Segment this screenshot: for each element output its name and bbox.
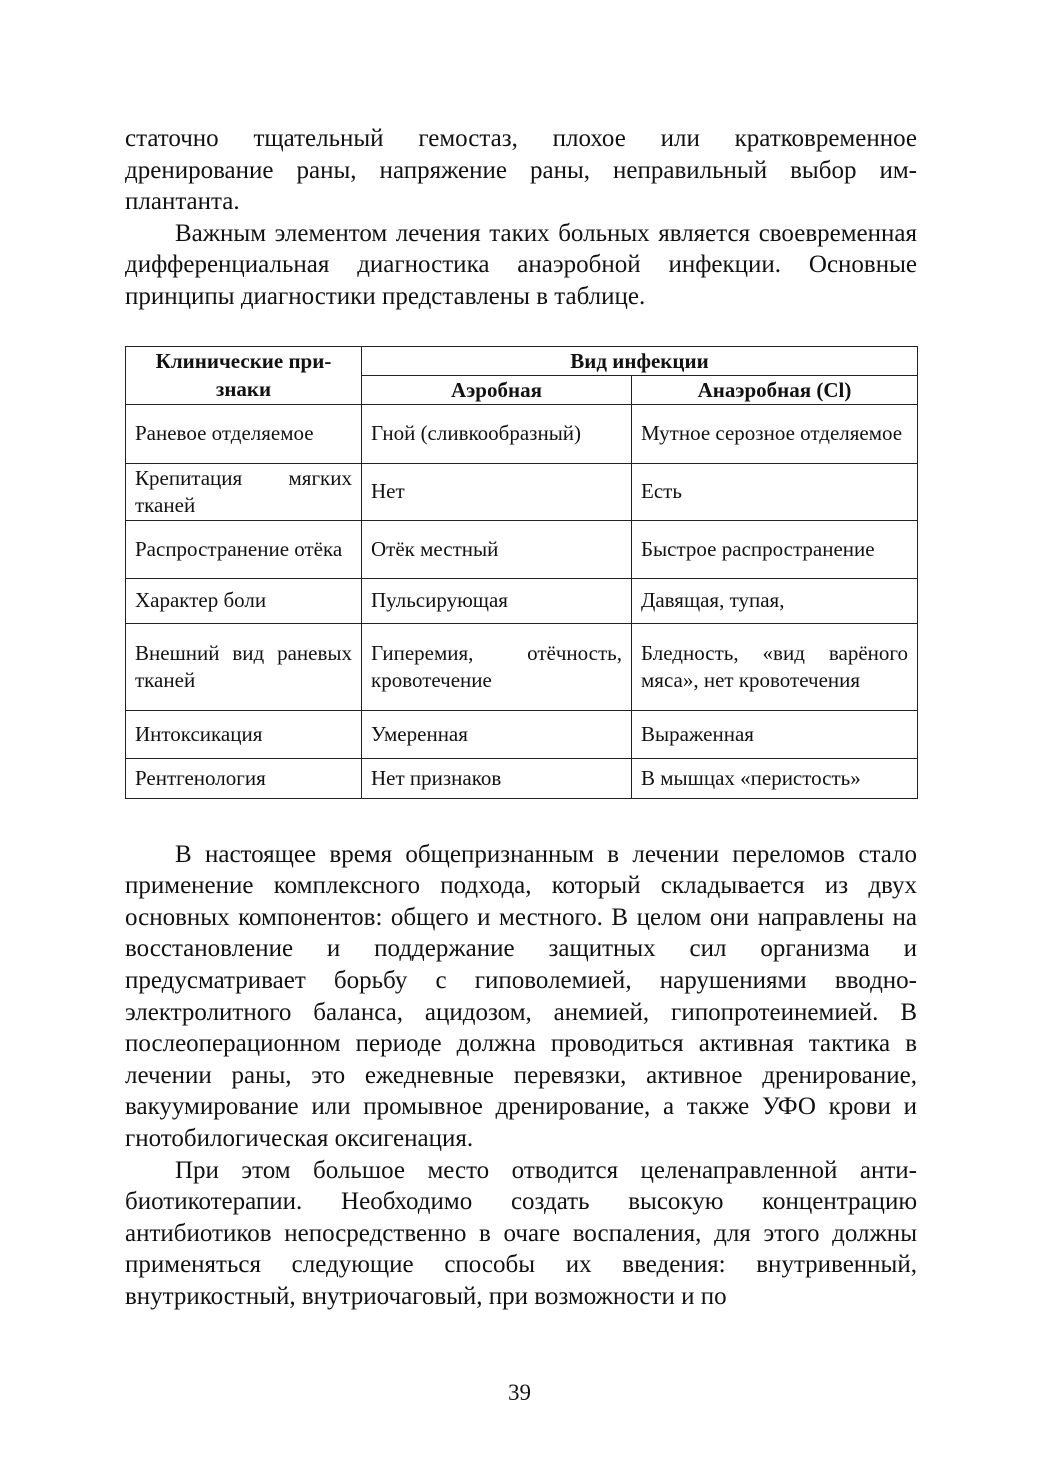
header-aerobic: Аэробная: [362, 375, 632, 404]
header-anaerobic: Анаэробная (Cl): [632, 375, 918, 404]
table-row: [126, 578, 918, 623]
cell-sign: Характер боли: [126, 578, 362, 623]
cell-aerobic: Отёк местный: [362, 520, 632, 578]
cell-aerobic: Нет признаков: [362, 758, 632, 798]
page-content: [125, 123, 917, 1312]
table-row: [126, 623, 918, 710]
table-row: [126, 404, 918, 463]
cell-anaerobic: Есть: [632, 463, 918, 520]
diagnosis-table: [125, 346, 918, 799]
page-number: 39: [508, 1380, 531, 1405]
table-row: [126, 710, 918, 758]
cell-aerobic: Гной (сливкообразный): [362, 404, 632, 463]
paragraph-intro-table: Важным элементом лечения таких больных является своевременная дифференциальная диагностика анаэробной инфекции. Основные принципы диагностики представлены в таблице.: [125, 219, 917, 310]
cell-anaerobic: Давящая, тупая,: [632, 578, 918, 623]
cell-anaerobic: Выраженная: [632, 710, 918, 758]
paragraph-continuation: статочно тщательный гемостаз, плохое или кратковременное дренирование раны, напряжение раны, неправильный выбор имплантанта.: [125, 125, 917, 216]
cell-anaerobic: Бледность, «вид варёного мяса», нет кровотечения: [632, 623, 918, 710]
cell-aerobic: Умеренная: [362, 710, 632, 758]
header-infection-type: Вид инфекции: [362, 346, 918, 375]
table-row: [126, 758, 918, 798]
cell-sign: Раневое отделяемое: [126, 404, 362, 463]
cell-sign: Крепитация мягких тканей: [126, 463, 362, 520]
cell-anaerobic: Мутное серозное отделяемое: [632, 404, 918, 463]
table-row: [126, 463, 918, 520]
header-clinical-signs: Клинические признаки: [126, 346, 362, 404]
cell-sign: Внешний вид раневых тканей: [126, 623, 362, 710]
paragraph-treatment: В настоящее время общепризнанным в лечении переломов стало применение комплексного подхода, который складывается из двух основных компонентов: общего и местного. В целом они направлены на восстановление и поддержание защитных сил организма и предусматривает борьбу с гиповолемией, нарушениями вводно-электролитного баланса, ацидозом, анемией, гипопротеинемией. В послеоперационном периоде должна проводиться активная тактика в лечении раны, это ежедневные перевязки, активное дренирование, вакуумирование или промывное дренирование, а также УФО крови и гнотобилогическая оксигенация.: [125, 840, 917, 1152]
cell-anaerobic: Быстрое распространение: [632, 520, 918, 578]
cell-sign: Рентгенология: [126, 758, 362, 798]
table-row: [126, 520, 918, 578]
cell-sign: Распространение отёка: [126, 520, 362, 578]
cell-anaerobic: В мышцах «перистость»: [632, 758, 918, 798]
paragraph-antibiotics: При этом большое место отводится целенаправленной антибиотикотерапии. Необходимо создать высокую концентрацию антибиотиков непосредственно в очаге воспаления, для этого должны применяться следующие способы их введения: внутривенный, внутрикостный, внутриочаговый, при возможности и по: [125, 1156, 917, 1310]
cell-aerobic: Гиперемия, отёчность, кровотечение: [362, 623, 632, 710]
cell-aerobic: Нет: [362, 463, 632, 520]
cell-aerobic: Пульсирующая: [362, 578, 632, 623]
cell-sign: Интоксикация: [126, 710, 362, 758]
